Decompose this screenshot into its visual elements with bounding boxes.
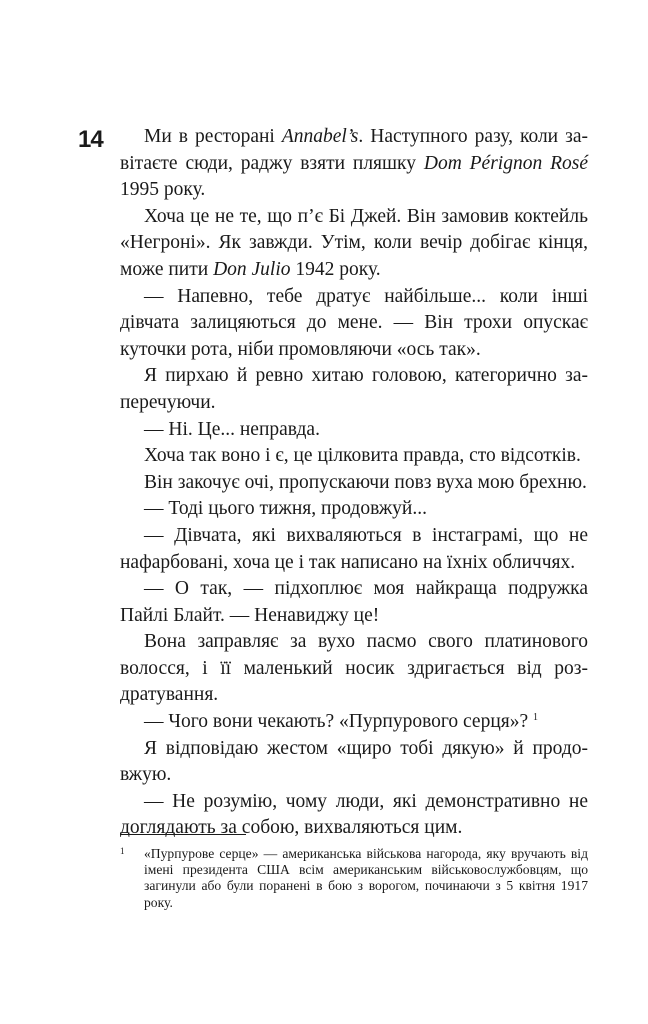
paragraph-7: Він закочує очі, пропускаючи повз вуха мою брехню. <box>144 471 587 493</box>
footnote-ref[interactable]: 1 <box>533 712 539 724</box>
paragraph-8: — Тоді цього тижня, продовжуй... <box>144 498 427 520</box>
italic-name: Don Julio <box>213 258 291 280</box>
text-run: Ми в ресторані <box>144 126 282 147</box>
text-run: . Наступного разу, коли завітаєте сюди, раджу взяти пляшку <box>120 126 588 174</box>
paragraph-9: — Дівчата, які вихваляються в інстаграмі, що не нафарбовані, хоча це і так написано на їхніх обличчях. <box>120 524 588 573</box>
text-run: 1995 року. <box>120 179 206 201</box>
italic-name: Dom Pérignon Rosé <box>423 152 588 174</box>
paragraph-13: Я відповідаю жестом «щиро тобі дякую» й продовжую. <box>120 737 588 786</box>
footnote-text: «Пурпурове серце» — американська військова нагорода, яку вручають від імені президента США всім американським військовослужбовцям, що загинули або були поранені в бою з ворогом, починаючи з 5 квітня 1917 року. <box>144 846 588 910</box>
text-run: — Чого вони чекають? «Пурпурового серця»? <box>144 711 534 733</box>
footnote-mark: 1 <box>120 846 125 856</box>
paragraph-14: — Не розумію, чому люди, які демонстративно не доглядають за собою, вихваляються цим. <box>120 790 588 839</box>
footnote-divider <box>120 834 246 835</box>
paragraph-11: Вона заправляє за вухо пасмо свого платинового волосся, і її маленький носик здригається від роздратування. <box>120 631 588 706</box>
paragraph-10: — О так, — підхоплює моя найкраща подружка Пайлі Блайт. — Ненавиджу це! <box>120 578 588 626</box>
body-text <box>120 124 588 842</box>
paragraph-6: Хоча так воно і є, це цілковита правда, сто відсотків. <box>144 445 581 467</box>
paragraph-12 <box>120 709 588 736</box>
italic-name: Annabel’s <box>281 126 359 147</box>
paragraph-4: Я пирхаю й ревно хитаю головою, категорично заперечуючи. <box>120 365 588 413</box>
page-number: 14 <box>78 126 103 153</box>
text-run: Хоча це не те, що п’є Бі Джей. Він замовив коктейль «Негроні». Як завжди. Утім, коли вечір добігає кінця, може пити <box>120 205 588 280</box>
paragraph-2 <box>120 204 588 284</box>
paragraph-3: — Напевно, тебе дратує найбільше... коли інші дівчата залицяються до мене. — Він трохи опускає куточки рота, ніби промовляючи «ось так». <box>120 285 588 360</box>
paragraph-5: — Ні. Це... неправда. <box>144 418 320 440</box>
paragraph-1 <box>120 124 588 204</box>
footnote <box>120 846 588 911</box>
text-run: 1942 року. <box>290 258 381 280</box>
